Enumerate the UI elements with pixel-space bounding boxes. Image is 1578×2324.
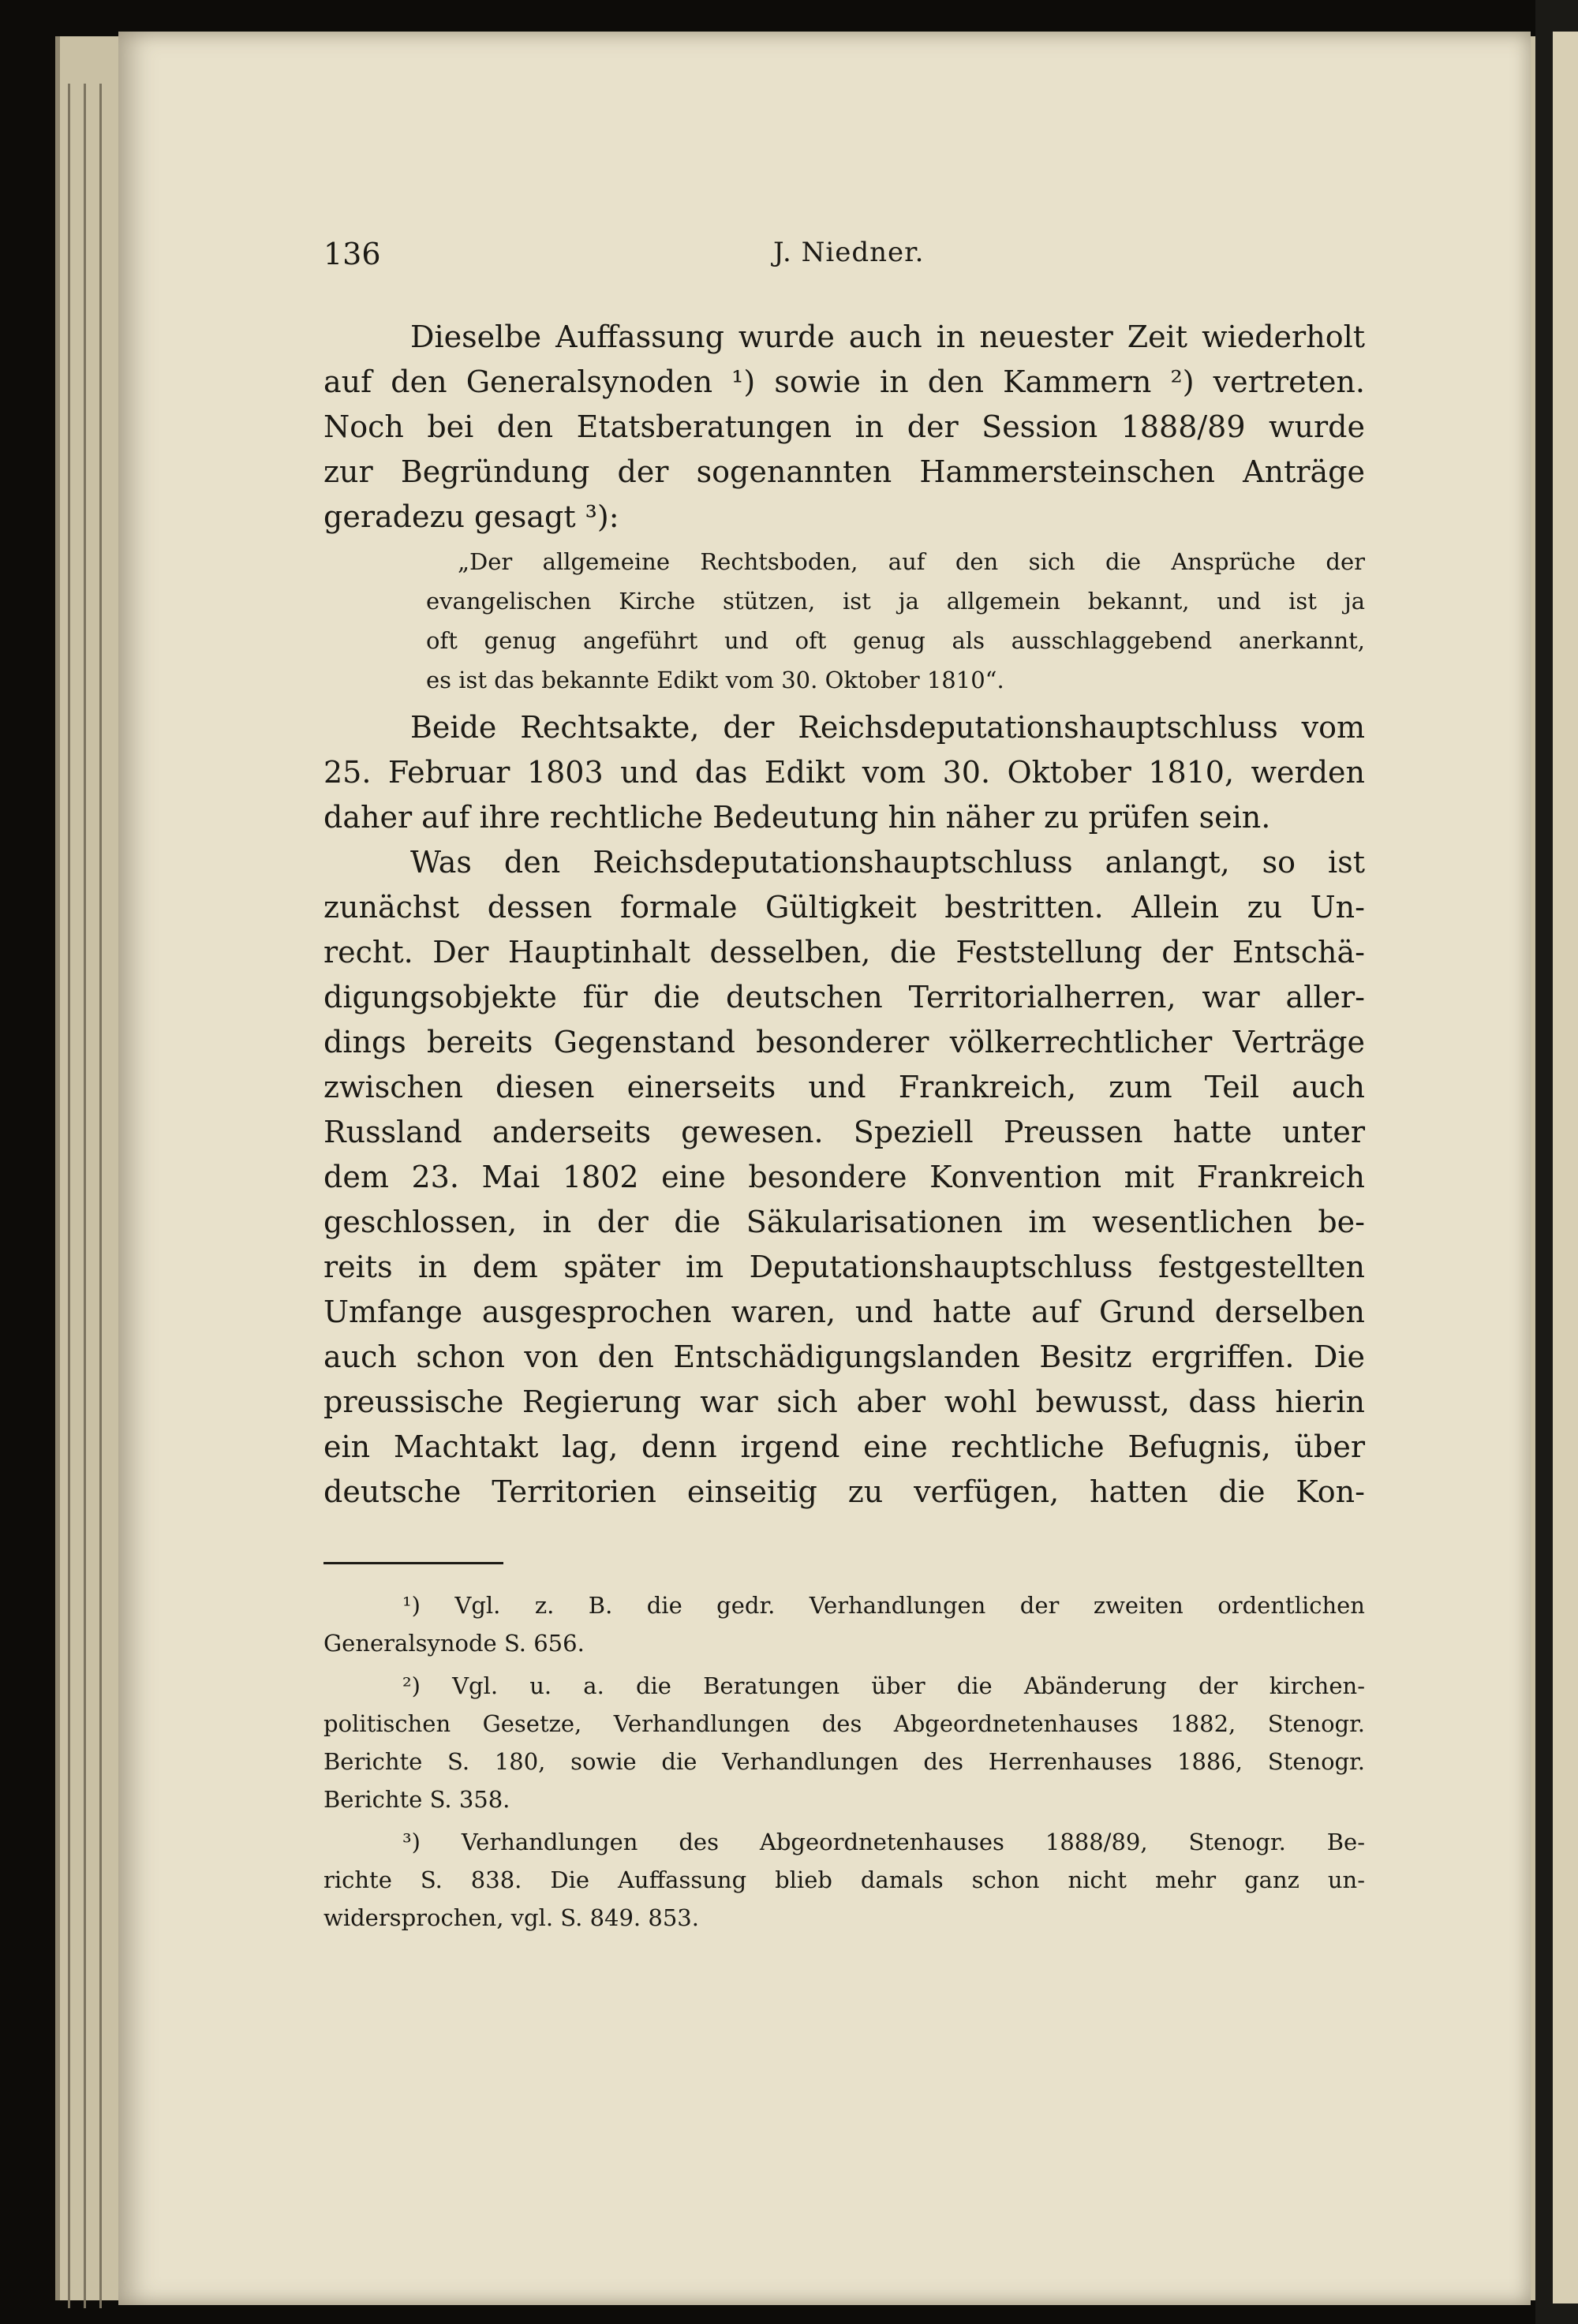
text-line: ein Machtakt lag, denn irgend eine rechtliche Befugnis, über [323, 1429, 1365, 1464]
text-line: zur Begründung der sogenannten Hammersteinschen Anträge [323, 454, 1365, 489]
text-line: geradezu gesagt ³): [323, 499, 619, 534]
text-line: Noch bei den Etatsberatungen in der Session 1888/89 wurde [323, 409, 1365, 444]
text-line: 25. Februar 1803 und das Edikt vom 30. Oktober 1810, werden [323, 755, 1365, 790]
text-line: daher auf ihre rechtliche Bedeutung hin näher zu prüfen sein. [323, 800, 1271, 835]
footnote-rule [323, 1562, 503, 1564]
text-line: geschlossen, in der die Säkularisationen im wesentlichen be- [323, 1205, 1365, 1239]
footnote-line: Berichte S. 180, sowie die Verhandlungen des Herrenhauses 1886, Stenogr. [323, 1748, 1365, 1775]
text-line: recht. Der Hauptinhalt desselben, die Feststellung der Entschä- [323, 935, 1365, 970]
footnote-line: Generalsynode S. 656. [323, 1630, 585, 1657]
quote-line: oft genug angeführt und oft genug als ausschlaggebend anerkannt, [426, 627, 1365, 654]
page-edge-line [68, 84, 70, 2308]
facing-page-edge [1535, 0, 1578, 2324]
text-line: zwischen diesen einerseits und Frankreich, zum Teil auch [323, 1070, 1365, 1104]
text-line: Beide Rechtsakte, der Reichsdeputationshauptschluss vom [410, 710, 1365, 745]
text-line: deutsche Territorien einseitig zu verfügen, hatten die Kon- [323, 1474, 1365, 1509]
quote-line: „Der allgemeine Rechtsboden, auf den sich die Ansprüche der [458, 548, 1365, 575]
page-edge-line [99, 84, 102, 2308]
quote-line: evangelischen Kirche stützen, ist ja allgemein bekannt, und ist ja [426, 588, 1365, 615]
running-head: J. Niedner. [773, 237, 925, 268]
quote-line: es ist das bekannte Edikt vom 30. Oktober 1810“. [426, 667, 1004, 693]
text-line: Umfange ausgesprochen waren, und hatte auf Grund derselben [323, 1295, 1365, 1329]
text-line: auf den Generalsynoden ¹) sowie in den Kammern ²) vertreten. [323, 364, 1365, 399]
footnote-line: richte S. 838. Die Auffassung blieb damals schon nicht mehr ganz un- [323, 1866, 1365, 1893]
text-line: digungsobjekte für die deutschen Territorialherren, war aller- [323, 980, 1365, 1014]
text-line: preussische Regierung war sich aber wohl bewusst, dass hierin [323, 1384, 1365, 1419]
footnote-line: politischen Gesetze, Verhandlungen des Abgeordnetenhauses 1882, Stenogr. [323, 1710, 1365, 1737]
text-line: dings bereits Gegenstand besonderer völkerrechtlicher Verträge [323, 1025, 1365, 1059]
page-edge-line [84, 84, 86, 2308]
text-line: Was den Reichsdeputationshauptschluss anlangt, so ist [410, 845, 1365, 880]
footnote-line: ¹) Vgl. z. B. die gedr. Verhandlungen der zweiten ordentlichen [402, 1592, 1365, 1619]
footnote-line: ³) Verhandlungen des Abgeordnetenhauses 1888/89, Stenogr. Be- [402, 1829, 1365, 1855]
text-line: auch schon von den Entschädigungslanden Besitz ergriffen. Die [323, 1339, 1365, 1374]
text-line: reits in dem später im Deputationshauptschluss festgestellten [323, 1250, 1365, 1284]
text-line: dem 23. Mai 1802 eine besondere Konvention mit Frankreich [323, 1160, 1365, 1194]
text-line: Russland anderseits gewesen. Speziell Preussen hatte unter [323, 1115, 1365, 1149]
page-number: 136 [323, 237, 381, 271]
footnote-line: ²) Vgl. u. a. die Beratungen über die Abänderung der kirchen- [402, 1672, 1365, 1699]
text-line: zunächst dessen formale Gültigkeit bestritten. Allein zu Un- [323, 890, 1365, 925]
footnote-line: Berichte S. 358. [323, 1786, 510, 1813]
footnote-line: widersprochen, vgl. S. 849. 853. [323, 1904, 699, 1931]
text-line: Dieselbe Auffassung wurde auch in neuester Zeit wiederholt [410, 319, 1365, 354]
facing-page-strip [1553, 32, 1578, 2303]
